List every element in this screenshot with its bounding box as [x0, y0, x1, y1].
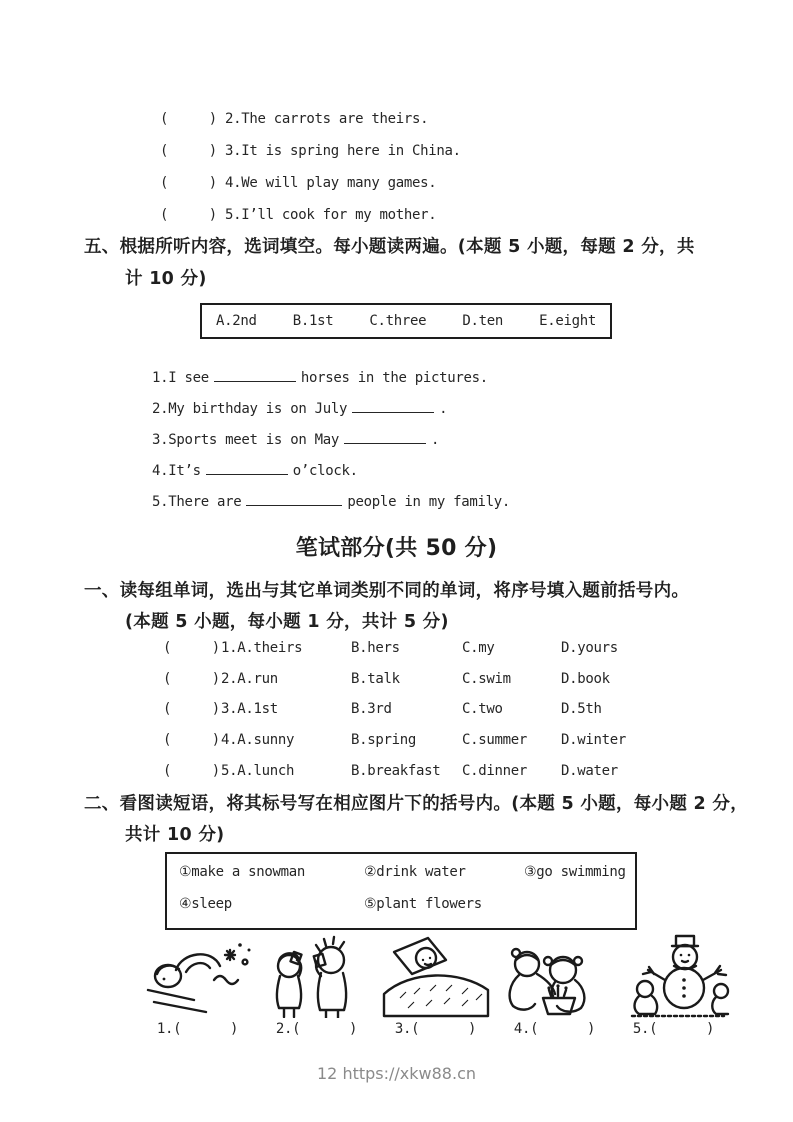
answer-blank — [352, 400, 434, 413]
picture-answer-bracket: 4.( ) — [513, 1021, 596, 1037]
fill-blank-list — [152, 363, 510, 518]
page-footer: 12 https://xkw88.cn — [317, 1064, 476, 1083]
section2-title-line1: 二、看图读短语，将其标号写在相应图片下的括号内。(本题 5 小题，每小题 2 分， — [84, 794, 749, 814]
swimming-icon — [142, 932, 254, 1018]
option-d: D.winter — [561, 732, 627, 749]
picture-item-2 — [257, 932, 376, 1037]
word-group-item — [163, 701, 723, 732]
option-b: B.3rd — [351, 701, 392, 718]
true-false-item — [160, 103, 461, 135]
answer-bracket: ( ) — [163, 670, 220, 687]
section1-title-line2: (本题 5 小题，每小题 1 分，共计 5 分) — [125, 612, 449, 632]
answer-blank — [344, 431, 426, 444]
listening-true-false-list — [160, 103, 461, 231]
picture-item-5 — [614, 932, 733, 1037]
fill-post: . — [430, 432, 440, 448]
phrase-item: ①make a snowman — [179, 864, 306, 880]
picture-item-1 — [138, 932, 257, 1037]
picture-item-4 — [495, 932, 614, 1037]
section5-title-line1: 五、根据所听内容，选词填空。每小题读两遍。(本题 5 小题，每题 2 分，共 — [84, 237, 695, 257]
word-bank-option: C.three — [369, 313, 427, 329]
true-false-item — [160, 135, 461, 167]
phrase-bank-box — [165, 852, 637, 930]
option-d: D.yours — [561, 640, 618, 656]
answer-blank — [206, 462, 288, 475]
true-false-item — [160, 199, 461, 231]
option-b: B.talk — [351, 670, 400, 687]
option-c: C.swim — [462, 670, 511, 687]
answer-blank — [246, 493, 342, 506]
word-bank-option: B.1st — [292, 313, 334, 329]
picture-item-3 — [376, 932, 495, 1037]
option-b: B.hers — [351, 640, 400, 656]
phrase-row — [179, 896, 635, 928]
true-false-text: ( ) 4.We will play many games. — [160, 175, 437, 191]
option-a: 2.A.run — [221, 670, 278, 687]
picture-answer-bracket: 2.( ) — [275, 1021, 358, 1037]
word-group-item — [163, 732, 723, 763]
fill-blank-item — [152, 487, 510, 518]
option-d: D.5th — [561, 701, 602, 718]
fill-pre: 3.Sports meet is on May — [152, 432, 339, 448]
word-group-list — [163, 640, 723, 793]
picture-answer-bracket: 3.( ) — [394, 1021, 477, 1037]
option-a: 4.A.sunny — [221, 732, 295, 749]
phrase-item: ④sleep — [179, 896, 232, 912]
fill-pre: 1.I see — [152, 370, 209, 386]
option-d: D.water — [561, 762, 618, 779]
picture-answer-bracket: 1.( ) — [156, 1021, 239, 1037]
option-b: B.spring — [351, 732, 417, 749]
picture-answer-bracket: 5.( ) — [632, 1021, 715, 1037]
phrase-item: ②drink water — [364, 864, 466, 880]
word-bank-option: A.2nd — [216, 313, 257, 329]
fill-blank-item — [152, 363, 510, 394]
section1-title-line1: 一、读每组单词，选出与其它单词类别不同的单词，将序号填入题前括号内。 — [84, 581, 690, 601]
fill-post: horses in the pictures. — [300, 370, 488, 386]
true-false-text: ( ) 5.I’ll cook for my mother. — [160, 207, 437, 223]
true-false-text: ( ) 2.The carrots are theirs. — [160, 111, 429, 127]
option-c: C.two — [462, 701, 503, 718]
option-b: B.breakfast — [351, 762, 441, 779]
fill-post: o’clock. — [292, 463, 358, 479]
planting-flowers-icon — [499, 932, 611, 1018]
word-bank-option: D.ten — [462, 313, 504, 329]
drinking-water-icon — [261, 932, 373, 1018]
fill-pre: 4.It’s — [152, 463, 201, 479]
picture-matching-row — [138, 932, 734, 1037]
sleeping-icon — [380, 932, 492, 1018]
phrase-item: ③go swimming — [524, 864, 626, 880]
word-bank-option: E.eight — [539, 313, 596, 329]
section5-title-line2: 计 10 分) — [125, 269, 207, 289]
option-c: C.dinner — [462, 762, 528, 779]
true-false-text: ( ) 3.It is spring here in China. — [160, 143, 461, 159]
true-false-item — [160, 167, 461, 199]
fill-post: . — [439, 401, 448, 417]
phrase-row — [179, 864, 635, 896]
fill-blank-item — [152, 425, 510, 456]
answer-bracket: ( ) — [163, 732, 220, 749]
written-section-heading: 笔试部分(共 50 分) — [295, 536, 498, 561]
word-group-item — [163, 763, 723, 794]
snowman-icon — [618, 932, 730, 1018]
word-bank-box — [200, 303, 612, 339]
word-group-item — [163, 671, 723, 702]
section2-title-line2: 共计 10 分) — [125, 825, 225, 845]
fill-pre: 5.There are — [152, 494, 242, 510]
option-c: C.summer — [462, 732, 528, 749]
answer-bracket: ( ) — [163, 701, 220, 718]
option-c: C.my — [462, 640, 495, 656]
fill-blank-item — [152, 456, 510, 487]
fill-blank-item — [152, 394, 510, 425]
answer-blank — [214, 369, 296, 382]
fill-pre: 2.My birthday is on July — [152, 401, 348, 417]
option-d: D.book — [561, 670, 610, 687]
word-group-item — [163, 640, 723, 671]
fill-post: people in my family. — [347, 494, 510, 510]
option-a: 1.A.theirs — [221, 640, 303, 656]
answer-bracket: ( ) — [163, 640, 220, 656]
phrase-item: ⑤plant flowers — [364, 896, 482, 912]
answer-bracket: ( ) — [163, 762, 220, 779]
option-a: 3.A.1st — [221, 701, 278, 718]
option-a: 5.A.lunch — [221, 762, 295, 779]
